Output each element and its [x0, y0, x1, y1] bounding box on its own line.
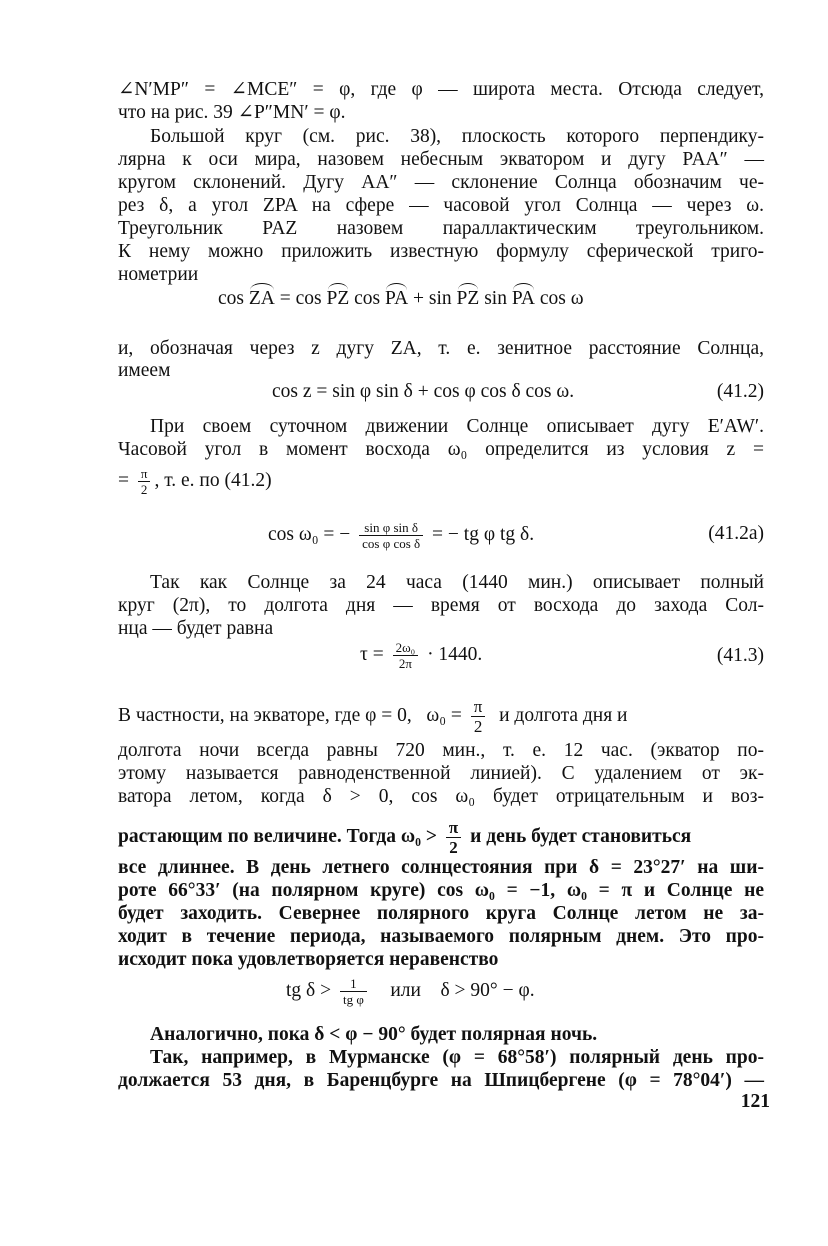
text-line: Треугольник PAZ назовем параллактическим треугольником.	[118, 218, 764, 239]
formula-41-2a: cos ω₀ = − $\frac{\text{sin φ sin δ}}{\text{cos φ cos δ}}$ = − tg φ tg δ.	[268, 520, 535, 551]
text-line: Большой круг (см. рис. 38), плоскость которого перпендику-	[150, 126, 764, 147]
text-line: ватора летом, когда δ > 0, cos ω₀ будет отрицательным и воз-	[118, 786, 764, 807]
text-line: все длиннее. В день летнего солнцестояния при δ = 23°27′ на ши-	[118, 857, 764, 878]
text-line: кругом склонений. Дугу AA″ — склонение Солнца обозначим че-	[118, 172, 764, 193]
text-line: = $\frac{\pi}{2}$ , т. е. по (41.2)	[118, 466, 272, 497]
fraction: $\frac{\text{sin φ sin δ}}{\text{cos φ cos δ}}$	[359, 520, 423, 551]
equation-number: (41.3)	[716, 645, 764, 666]
text-line: имеем	[118, 360, 171, 381]
fraction: $\frac{1}{\text{tg φ}}$	[340, 976, 367, 1007]
text-line: Так, например, в Мурманске (φ = 68°58′) полярный день про-	[150, 1047, 764, 1068]
text-line: В частности, на экваторе, где φ = 0, ω₀ = $\frac{\pi}{2}$ и долгота дня и	[118, 697, 628, 736]
text-line: что на рис. 39 ∠P″MN′ = φ.	[118, 102, 346, 123]
formula-41-3: τ = $\frac{\text{2ω₀}}{2\pi}$ · 1440.	[360, 640, 483, 671]
arc-mark: PZ	[456, 288, 480, 309]
text-line: рез δ, а угол ZPA на сфере — часовой угол Солнца — через ω.	[118, 195, 764, 216]
text-line: К нему можно приложить известную формулу сферической триго-	[118, 241, 764, 262]
text-line: исходит пока удовлетворяется неравенство	[118, 949, 499, 970]
text-line: При своем суточном движении Солнце описывает дугу E′AW′.	[150, 416, 764, 437]
equation-number: (41.2)	[716, 381, 764, 402]
text-line: Аналогично, пока δ < φ − 90° будет полярная ночь.	[150, 1024, 598, 1045]
arc-mark: ZA	[248, 288, 275, 309]
text-line: и, обозначая через z дугу ZA, т. е. зенитное расстояние Солнца,	[118, 338, 764, 359]
text-line: этому называется равноденственной линией). С удалением от эк-	[118, 763, 764, 784]
equation-number: (41.2a)	[708, 523, 764, 544]
text-line: Так как Солнце за 24 часа (1440 мин.) описывает полный	[150, 572, 764, 593]
formula-spherical-cosine: cos ZA = cos PZ cos PA + sin PZ sin PA cos ω	[218, 288, 584, 309]
text-line: нометрии	[118, 264, 199, 285]
fraction-pi-over-2: $\frac{\pi}{2}$	[138, 466, 151, 497]
fraction: $\frac{\text{2ω₀}}{2\pi}$	[393, 640, 419, 671]
text-line: круг (2π), то долгота дня — время от восхода до захода Сол-	[118, 595, 764, 616]
text-line: лярна к оси мира, назовем небесным экватором и дугу PAA″ —	[118, 149, 764, 170]
arc-mark: PZ	[326, 288, 350, 309]
text-line: будет заходить. Севернее полярного круга Солнце летом не за-	[118, 903, 764, 924]
text-line: растающим по величине. Тогда ω₀ > $\frac{\pi}{2}$ и день будет становиться	[118, 818, 692, 857]
text-line: роте 66°33′ (на полярном круге) cos ω₀ = −1, ω₀ = π и Солнце не	[118, 880, 764, 901]
text-line: ∠N′MP″ = ∠MCE″ = φ, где φ — широта места. Отсюда следует,	[118, 79, 764, 100]
formula-41-2: cos z = sin φ sin δ + cos φ cos δ cos ω.	[272, 381, 575, 402]
text-line: нца — будет равна	[118, 618, 274, 639]
text-line: Часовой угол в момент восхода ω₀ определится из условия z =	[118, 439, 764, 460]
page-number: 121	[740, 1091, 770, 1112]
fraction-pi-over-2: $\frac{\pi}{2}$	[471, 697, 486, 736]
arc-mark: PA	[511, 288, 535, 309]
text-line: ходит в течение периода, называемого полярным днем. Это про-	[118, 926, 764, 947]
text-line: должается 53 дня, в Баренцбурге на Шпицбергене (φ = 78°04′) —	[118, 1070, 764, 1091]
text-line: долгота ночи всегда равны 720 мин., т. е. 12 час. (экватор по-	[118, 740, 764, 761]
formula-inequality: tg δ > $\frac{1}{\text{tg φ}}$ или δ > 90° − φ.	[286, 976, 535, 1007]
fraction-pi-over-2: $\frac{\pi}{2}$	[446, 818, 461, 857]
arc-mark: PA	[385, 288, 409, 309]
